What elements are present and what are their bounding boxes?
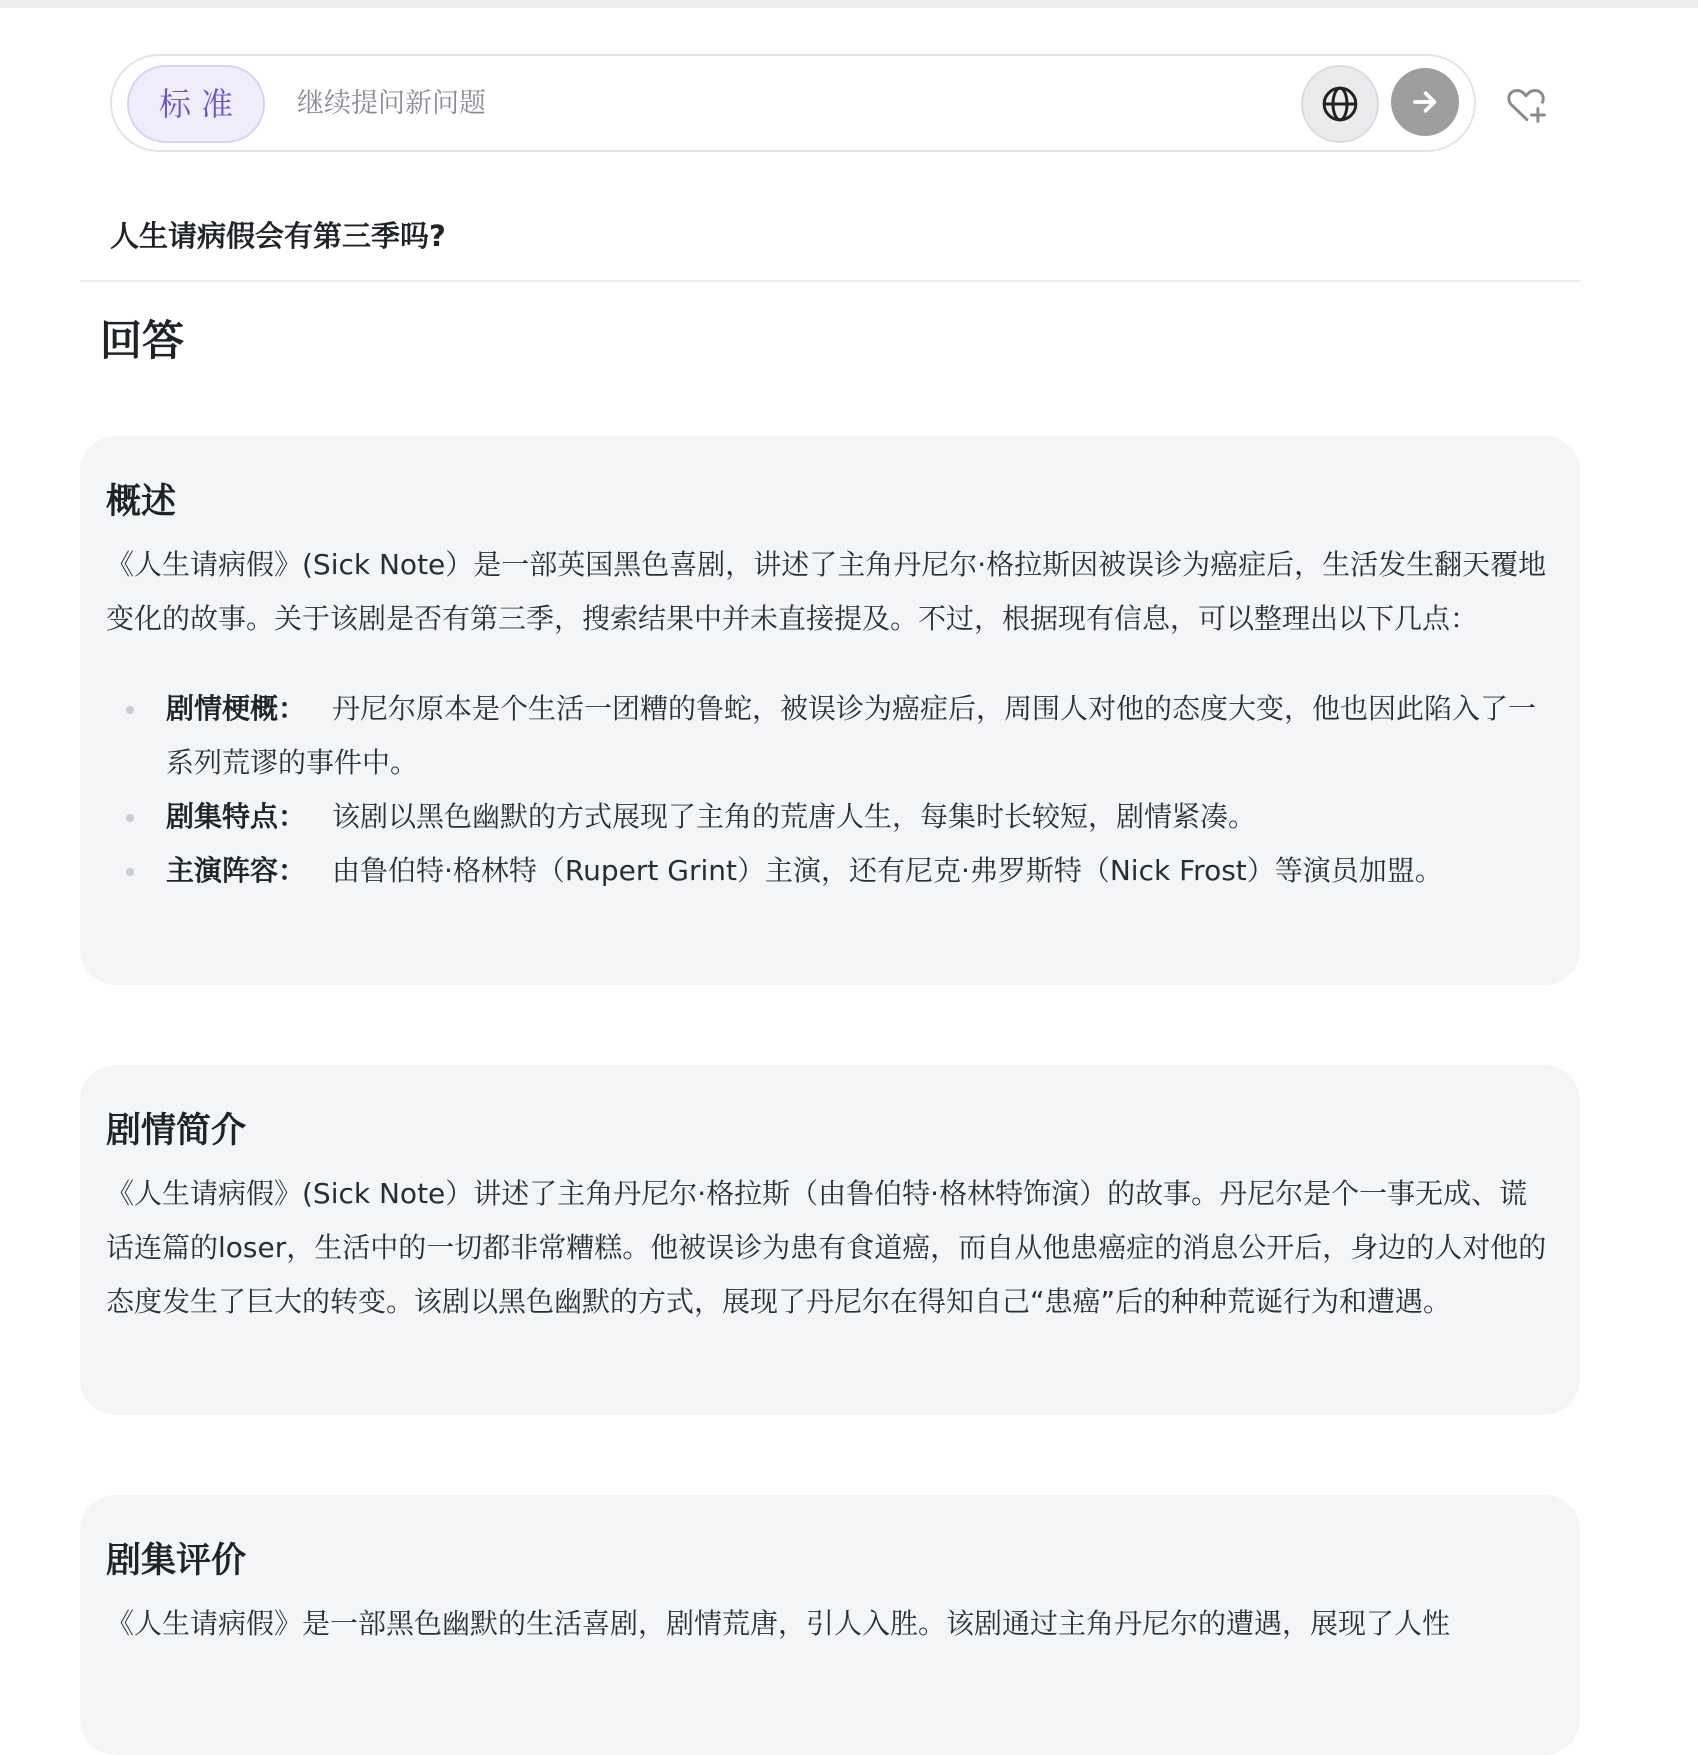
list-item	[106, 790, 1550, 844]
item-text: 丹尼尔原本是个生活一团糟的鲁蛇，被误诊为癌症后，周围人对他的态度大变，他也因此陷入了一系列荒谬的事件中。	[166, 692, 1537, 779]
list-item	[106, 844, 1550, 898]
mode-selector-button[interactable]: 标准	[127, 65, 265, 143]
answer-heading: 回答	[100, 316, 185, 365]
list-item	[106, 682, 1550, 790]
item-label: 剧集特点：	[166, 800, 307, 833]
item-label: 主演阵容：	[166, 854, 307, 887]
card-body: 《人生请病假》(Sick Note）讲述了主角丹尼尔·格拉斯（由鲁伯特·格林特饰演）的故事。丹尼尔是个一事无成、谎话连篇的loser，生活中的一切都非常糟糕。他被误诊为患有食道癌，而自从他患癌症的消息公开后，身边的人对他的态度发生了巨大的转变。该剧以黑色幽默的方式，展现了丹尼尔在得知自己“患癌”后的种种荒诞行为和遭遇。	[106, 1177, 1547, 1318]
bullet-icon	[126, 814, 134, 822]
top-strip	[0, 0, 1698, 8]
item-label: 剧情梗概：	[166, 692, 307, 725]
question-title: 人生请病假会有第三季吗?	[110, 219, 446, 253]
feature-list	[106, 682, 1550, 898]
heart-plus-icon	[1504, 82, 1548, 126]
item-text: 该剧以黑色幽默的方式展现了主角的荒唐人生，每集时长较短，剧情紧凑。	[332, 800, 1257, 833]
card-body: 《人生请病假》(Sick Note）是一部英国黑色喜剧，讲述了主角丹尼尔·格拉斯因被误诊为癌症后，生活发生翻天覆地变化的故事。关于该剧是否有第三季，搜索结果中并未直接提及。不过，根据现有信息，可以整理出以下几点：	[106, 548, 1547, 635]
follow-up-input[interactable]	[297, 78, 1297, 128]
add-favorite-button[interactable]	[1500, 78, 1552, 130]
arrow-right-icon	[1410, 87, 1440, 117]
globe-icon	[1320, 84, 1360, 124]
card-title: 概述	[106, 482, 177, 522]
card-title: 剧集评价	[106, 1541, 247, 1581]
divider	[80, 280, 1580, 282]
search-bar	[110, 54, 1476, 152]
bullet-icon	[126, 706, 134, 714]
card-title: 剧情简介	[106, 1111, 247, 1151]
overview-card	[80, 436, 1580, 985]
review-card	[80, 1495, 1580, 1755]
card-body: 《人生请病假》是一部黑色幽默的生活喜剧，剧情荒唐，引人入胜。该剧通过主角丹尼尔的遭遇，展现了人性	[106, 1607, 1451, 1640]
send-button[interactable]	[1391, 68, 1459, 136]
web-search-toggle[interactable]	[1301, 65, 1379, 143]
item-text: 由鲁伯特·格林特（Rupert Grint）主演，还有尼克·弗罗斯特（Nick Frost）等演员加盟。	[332, 854, 1443, 887]
bullet-icon	[126, 868, 134, 876]
plot-card	[80, 1065, 1580, 1415]
